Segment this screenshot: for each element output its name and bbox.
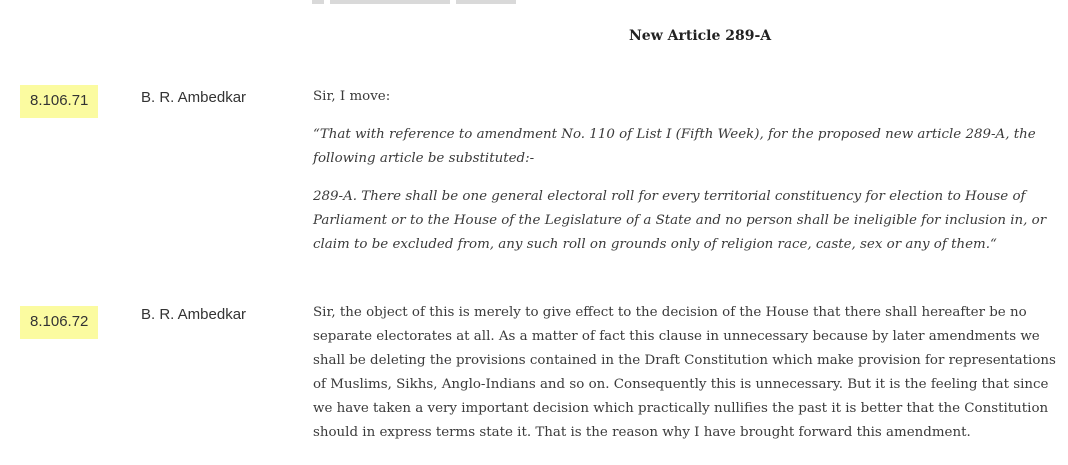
quoted-amendment: “That with reference to amendment No. 110 of List I (Fifth Week), for the proposed new article 289-A, the following article be substituted:- (313, 127, 1036, 166)
entry-text (313, 85, 1065, 257)
speech-paragraph: Sir, I move: (313, 89, 391, 104)
section-heading: New Article 289-A (629, 28, 772, 44)
speaker-name[interactable]: B. R. Ambedkar (141, 306, 247, 323)
paragraph-id-badge[interactable]: 8.106.72 (20, 306, 98, 339)
quoted-article-text: 289-A. There shall be one general electoral roll for every territorial constituency for election to House of Parliament or to the House of the Legislature of a State and no person shall be ineligible for inclusion in, or claim to be excluded from, any such roll on grounds only of religion race, caste, sex or any of them.“ (313, 189, 1047, 252)
cut-off-previous-text (312, 0, 552, 6)
speaker-name[interactable]: B. R. Ambedkar (141, 89, 247, 106)
entry-text (313, 301, 1065, 445)
speech-paragraph: Sir, the object of this is merely to give effect to the decision of the House that there shall hereafter be no separate electorates at all. As a matter of fact this clause in unnecessary because by later amendments we shall be deleting the provisions contained in the Draft Constitution which make provision for representations of Muslims, Sikhs, Anglo-Indians and so on. Consequently this is unnecessary. But it is the feeling that since we have taken a very important decision which practically nullifies the past it is better that the Constitution should in express terms state it. That is the reason why I have brought forward this amendment. (313, 305, 1056, 440)
paragraph-id-badge[interactable]: 8.106.71 (20, 85, 98, 118)
